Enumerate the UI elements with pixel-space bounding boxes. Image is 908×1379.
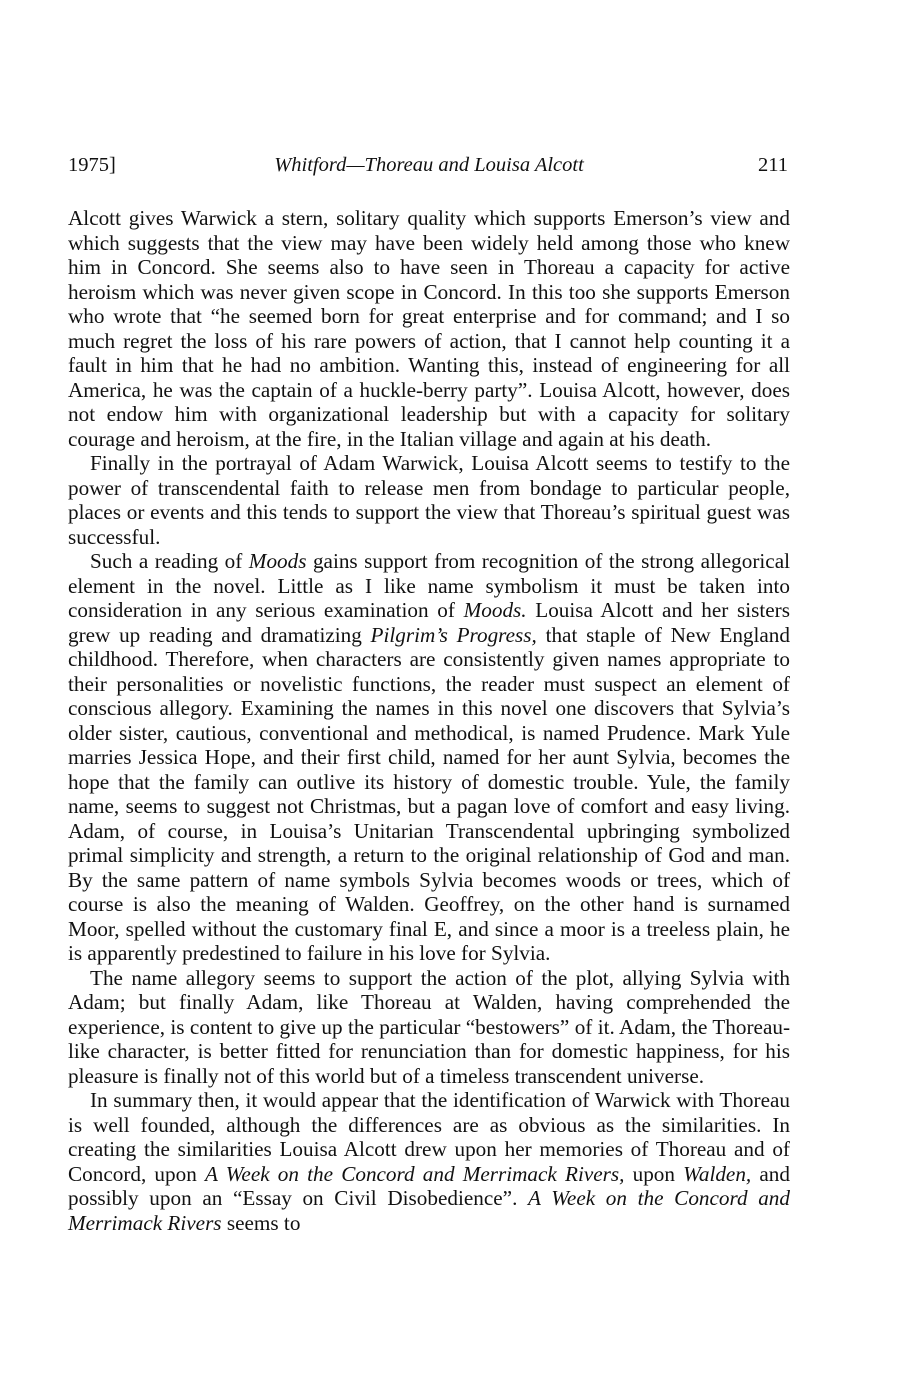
text-run: Finally in the portrayal of Adam Warwick, Louisa Alcott seems to testify to the power of transcendental faith to release men from bondage to particular people, places or events and this tends to support the view that Thoreau’s spiritual guest was successful. xyxy=(68,451,790,549)
running-header xyxy=(68,150,790,184)
body-paragraph xyxy=(68,451,790,549)
text-run: Alcott gives Warwick a stern, solitary quality which supports Emerson’s view and which suggests that the view may have been widely held among those who knew him in Concord. She seems also to have seen in Thoreau a capacity for active heroism which was never given scope in Concord. In this too she supports Emerson who wrote that “he seemed born for great enterprise and for command; and I so much regret the loss of his rare powers of action, that I cannot help counting it a fault in him that he had no ambition. Wanting this, instead of engineering for all America, he was the captain of a huckle-berry party”. Louisa Alcott, however, does not endow him with organizational leadership but with a capacity for solitary courage and heroism, at the fire, in the Italian village and again at his death. xyxy=(68,206,790,451)
body-paragraph xyxy=(68,549,790,966)
italic-title: A Week on the Concord and Merrimack Rivers xyxy=(68,1186,790,1235)
text-run: that staple of New England childhood. Therefore, when characters are consistently given names appropriate to their personalities or novelistic functions, the reader must suspect an element of conscious allegory. Examining the names in this novel one discovers that Sylvia’s older sister, cautious, conventional and methodical, is named Prudence. Mark Yule marries Jessica Hope, and their first child, named for her aunt Sylvia, becomes the hope that the family can outlive its history of domestic trouble. Yule, the family name, seems to suggest not Christmas, but a pagan love of comfort and easy living. Adam, of course, in Louisa’s Unitarian Transcendental upbringing symbolized primal simplicity and strength, a return to the original relationship of God and man. By the same pattern of name symbols Sylvia becomes woods or trees, which of course is also the meaning of Walden. Geoffrey, on the other hand is surnamed Moor, spelled without the customary final E, and since a moor is a treeless plain, he is apparently predestined to failure in his love for Sylvia. xyxy=(68,622,790,965)
text-run: upon xyxy=(624,1161,684,1186)
text-run: seems to xyxy=(221,1210,301,1235)
body-paragraph xyxy=(68,1088,790,1235)
text-run: and possibly upon an “Essay on Civil Disobedience”. xyxy=(68,1161,790,1210)
text-run: Such a reading of xyxy=(90,549,249,573)
italic-title: A Week on the Concord and Merrimack Rivers, xyxy=(204,1161,625,1186)
journal-page xyxy=(68,150,790,1235)
italic-title: Walden, xyxy=(683,1161,752,1186)
italic-title: Moods. xyxy=(463,598,527,622)
body-paragraph xyxy=(68,206,790,451)
issue-year: 1975] xyxy=(68,154,116,176)
text-run: In summary then, it would appear that the identification of Warwick with Thoreau is well founded, although the differences are as obvious as the similarities. In creating the similarities Louisa Alcott drew upon her memories of Thoreau and of Concord, upon xyxy=(68,1088,790,1186)
italic-title: Moods xyxy=(248,549,307,573)
running-title: Whitford—Thoreau and Louisa Alcott xyxy=(274,154,584,176)
article-body xyxy=(68,206,790,1235)
text-run: The name allegory seems to support the action of the plot, allying Sylvia with Adam; but finally Adam, like Thoreau at Walden, having comprehended the experience, is content to give up the particular “bestowers” of it. Adam, the Thoreau-like character, is better fitted for renunciation than for domestic happiness, for his pleasure is finally not of this world but of a timeless transcendent universe. xyxy=(68,965,790,1088)
text-run: Louisa Alcott and her sisters grew up reading and dramatizing xyxy=(68,598,790,647)
body-paragraph xyxy=(68,966,790,1089)
italic-title: Pilgrim’s Progress, xyxy=(370,622,537,647)
text-run: gains support from recognition of the strong allegorical element in the novel. Little as I like name symbolism it must be taken into consideration in any serious examination of xyxy=(68,549,791,622)
page-number: 211 xyxy=(758,154,788,176)
